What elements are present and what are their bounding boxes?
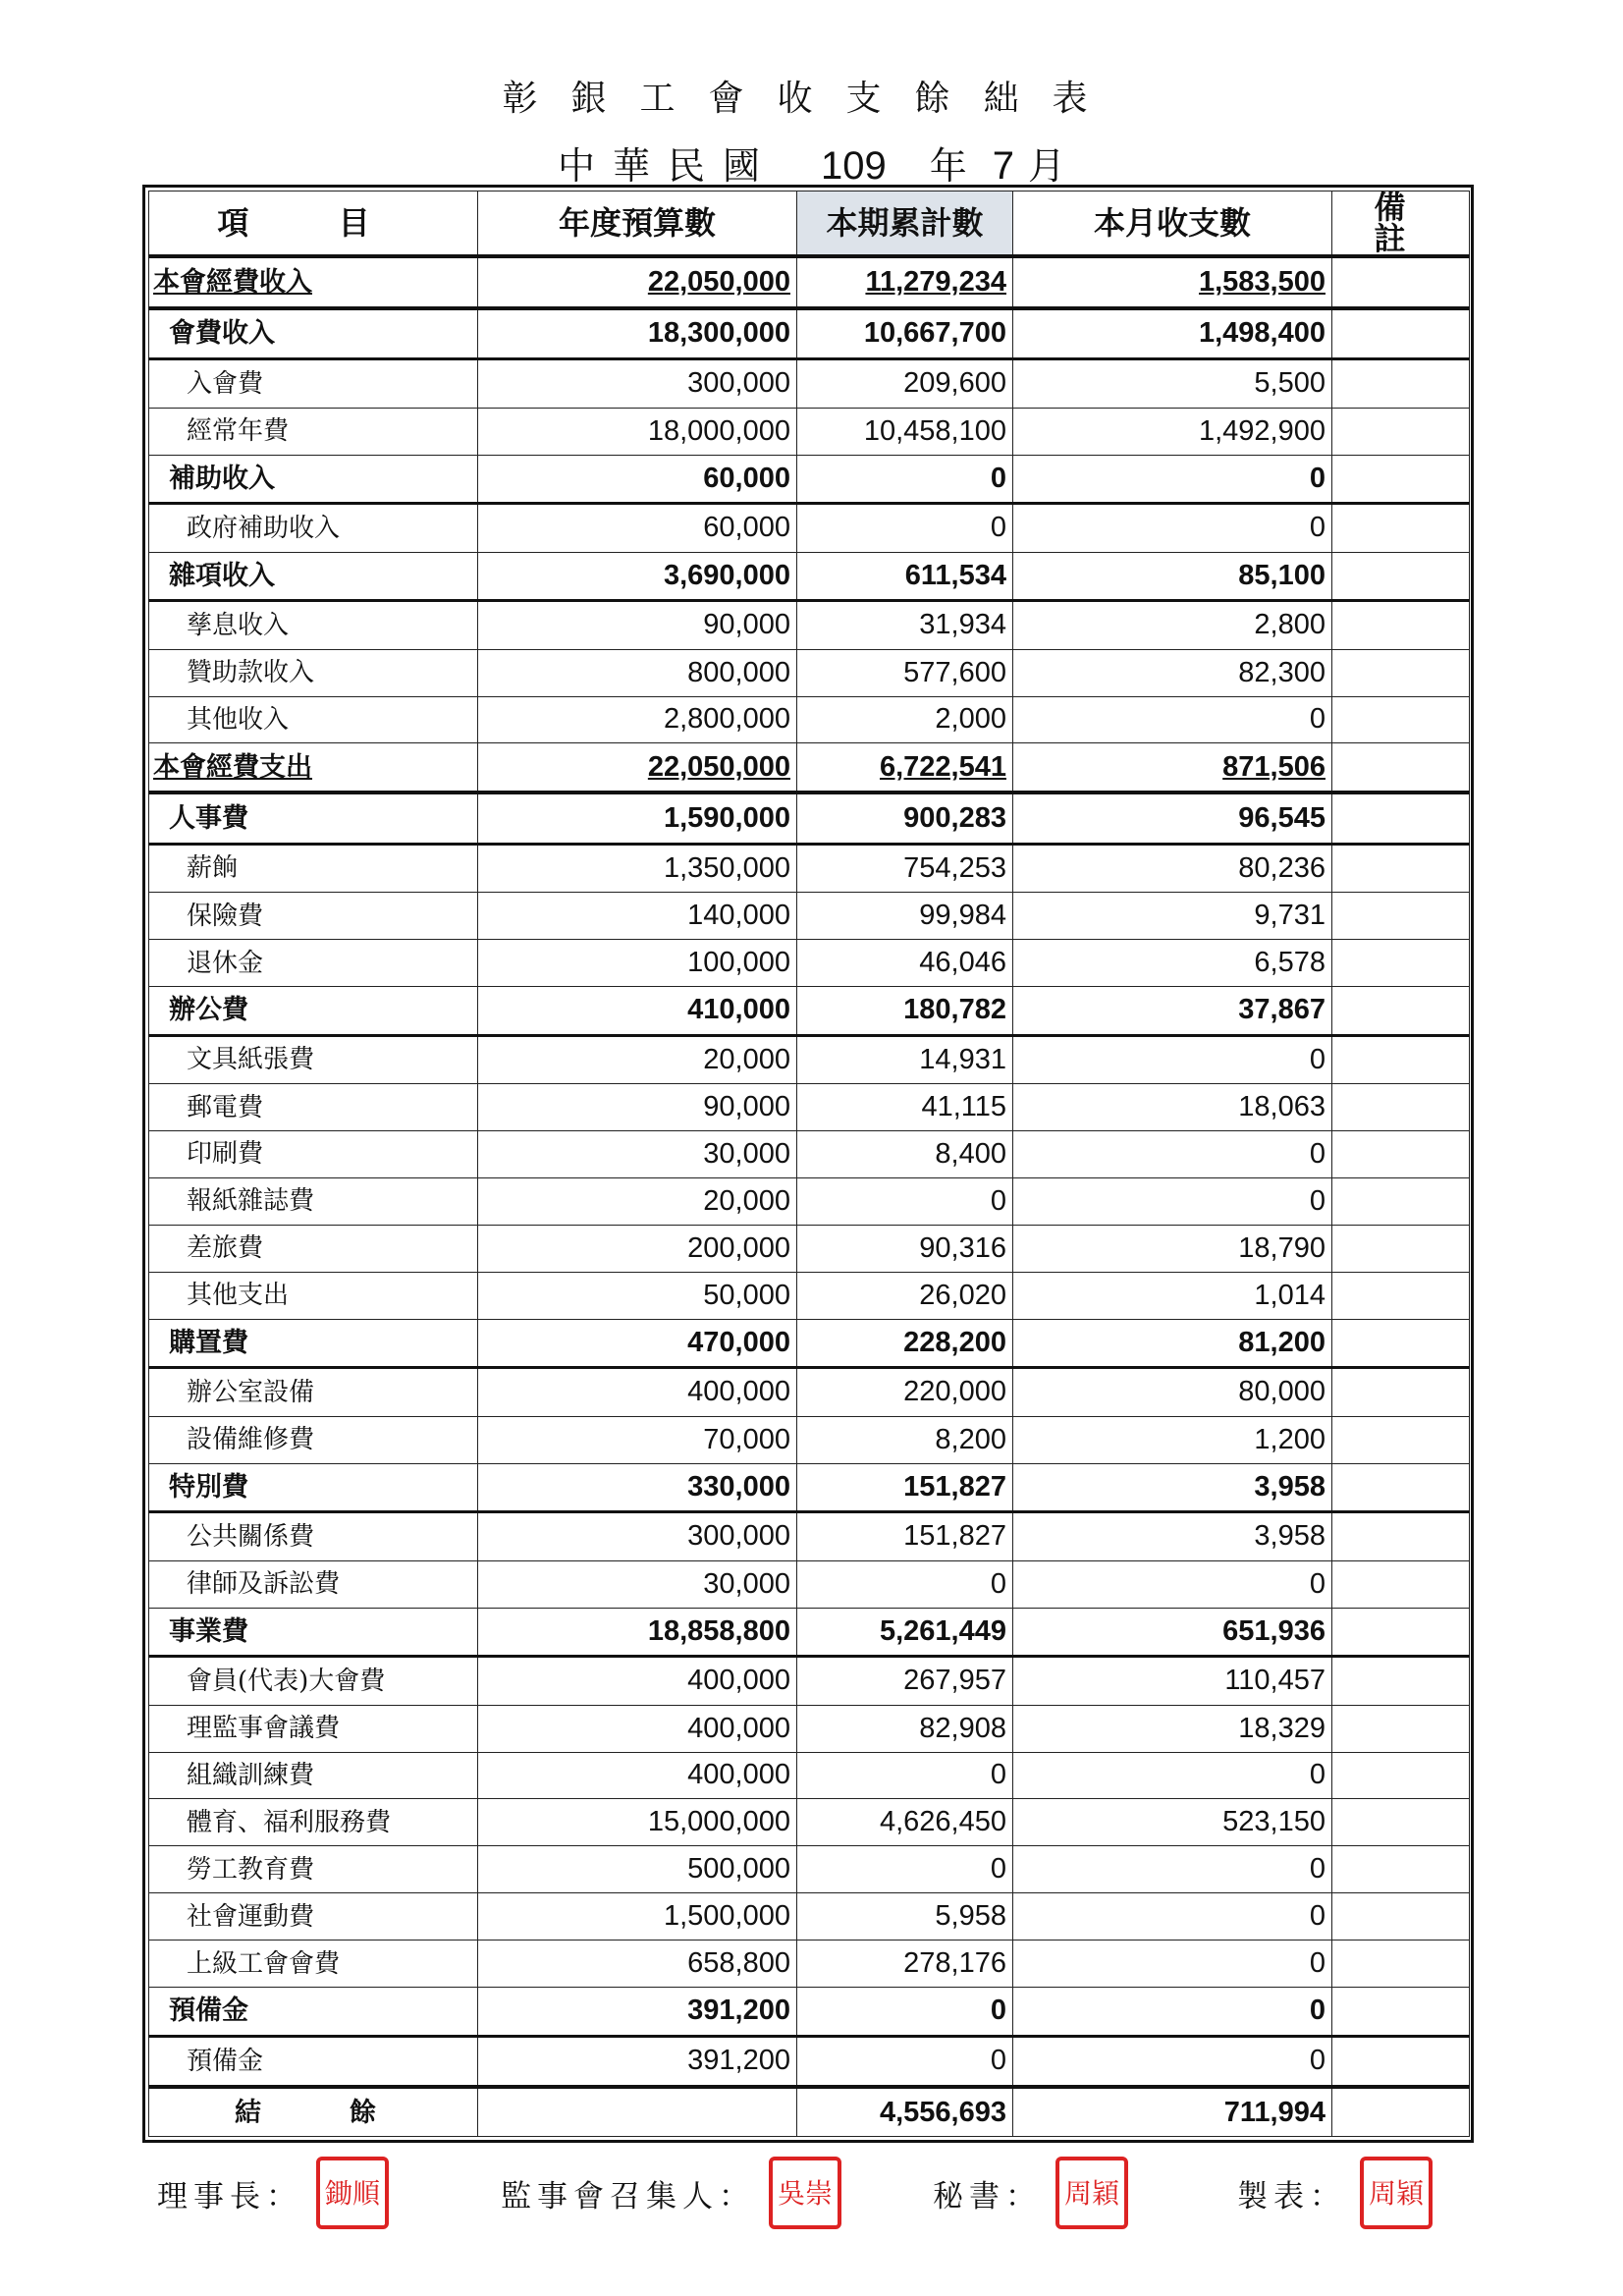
remarks-cell (1332, 940, 1470, 987)
row-label: 辦公費 (149, 987, 478, 1036)
remarks-cell (1332, 1319, 1470, 1368)
cumulative-cell: 900,283 (797, 793, 1013, 844)
cumulative-cell: 31,934 (797, 601, 1013, 650)
table-row (149, 1319, 1470, 1368)
budget-cell: 470,000 (478, 1319, 797, 1368)
row-label: 會員(代表)大會費 (149, 1657, 478, 1706)
remarks-cell (1332, 1463, 1470, 1512)
table-row (149, 1705, 1470, 1752)
cumulative-cell: 41,115 (797, 1084, 1013, 1131)
table-row (149, 1463, 1470, 1512)
budget-cell: 20,000 (478, 1177, 797, 1225)
budget-cell: 1,590,000 (478, 793, 797, 844)
table-row (149, 987, 1470, 1036)
cumulative-cell: 0 (797, 455, 1013, 504)
cumulative-cell: 82,908 (797, 1705, 1013, 1752)
table-row (149, 793, 1470, 844)
budget-cell (478, 2087, 797, 2136)
budget-cell: 400,000 (478, 1705, 797, 1752)
remarks-cell (1332, 1799, 1470, 1846)
budget-cell: 22,050,000 (478, 743, 797, 793)
budget-cell: 2,800,000 (478, 696, 797, 743)
row-label: 孳息收入 (149, 601, 478, 650)
budget-cell: 18,000,000 (478, 408, 797, 455)
cumulative-cell: 10,667,700 (797, 308, 1013, 359)
subtitle-year: 109 (820, 144, 887, 188)
remarks-cell (1332, 696, 1470, 743)
cumulative-cell: 228,200 (797, 1319, 1013, 1368)
signature-chairman (157, 2139, 389, 2247)
cumulative-cell: 2,000 (797, 696, 1013, 743)
row-label: 辦公室設備 (149, 1368, 478, 1417)
signature-supervisor-convener (501, 2139, 841, 2247)
table-row (149, 1368, 1470, 1417)
row-label: 特別費 (149, 1463, 478, 1512)
table-row (149, 1752, 1470, 1799)
remarks-cell (1332, 1608, 1470, 1657)
row-label: 印刷費 (149, 1130, 478, 1177)
monthly-cell: 0 (1013, 696, 1332, 743)
table-row (149, 2087, 1470, 2136)
row-label: 事業費 (149, 1608, 478, 1657)
monthly-cell: 2,800 (1013, 601, 1332, 650)
cumulative-cell: 220,000 (797, 1368, 1013, 1417)
budget-cell: 391,200 (478, 1988, 797, 2037)
budget-cell: 400,000 (478, 1368, 797, 1417)
header-item: 項 目 (149, 191, 478, 257)
budget-cell: 800,000 (478, 649, 797, 696)
signature-label: 秘書： (933, 2178, 1042, 2214)
remarks-cell (1332, 1705, 1470, 1752)
cumulative-cell: 6,722,541 (797, 743, 1013, 793)
row-label: 其他收入 (149, 696, 478, 743)
row-label: 購置費 (149, 1319, 478, 1368)
budget-cell: 410,000 (478, 987, 797, 1036)
row-label: 贊助款收入 (149, 649, 478, 696)
monthly-cell: 96,545 (1013, 793, 1332, 844)
remarks-cell (1332, 1657, 1470, 1706)
monthly-cell: 1,583,500 (1013, 256, 1332, 308)
row-label: 本會經費支出 (149, 743, 478, 793)
cumulative-cell: 754,253 (797, 844, 1013, 893)
table-row (149, 308, 1470, 359)
cumulative-cell: 209,600 (797, 359, 1013, 409)
monthly-cell: 82,300 (1013, 649, 1332, 696)
monthly-cell: 0 (1013, 1752, 1332, 1799)
remarks-cell (1332, 1177, 1470, 1225)
monthly-cell: 37,867 (1013, 987, 1332, 1036)
row-label: 補助收入 (149, 455, 478, 504)
monthly-cell: 85,100 (1013, 552, 1332, 601)
cumulative-cell: 8,200 (797, 1416, 1013, 1463)
remarks-cell (1332, 455, 1470, 504)
table-row (149, 1084, 1470, 1131)
cumulative-cell: 151,827 (797, 1512, 1013, 1561)
remarks-cell (1332, 1846, 1470, 1893)
row-label: 保險費 (149, 893, 478, 940)
budget-cell: 1,500,000 (478, 1893, 797, 1941)
signature-secretary (933, 2139, 1128, 2247)
row-label: 報紙雜誌費 (149, 1177, 478, 1225)
table-row (149, 844, 1470, 893)
row-label: 其他支出 (149, 1272, 478, 1319)
budget-cell: 500,000 (478, 1846, 797, 1893)
row-label: 郵電費 (149, 1084, 478, 1131)
cumulative-cell: 0 (797, 1752, 1013, 1799)
table-row (149, 1512, 1470, 1561)
header-remarks: 備 註 (1332, 191, 1470, 257)
budget-cell: 391,200 (478, 2036, 797, 2087)
row-label: 人事費 (149, 793, 478, 844)
cumulative-cell: 0 (797, 504, 1013, 553)
seal-stamp: 周穎 (1055, 2157, 1128, 2229)
table-row (149, 940, 1470, 987)
cumulative-cell: 611,534 (797, 552, 1013, 601)
monthly-cell: 81,200 (1013, 1319, 1332, 1368)
cumulative-cell: 26,020 (797, 1272, 1013, 1319)
row-label: 退休金 (149, 940, 478, 987)
header-cumulative: 本期累計數 (797, 191, 1013, 257)
header-monthly: 本月收支數 (1013, 191, 1332, 257)
table-row (149, 601, 1470, 650)
monthly-cell: 1,200 (1013, 1416, 1332, 1463)
budget-cell: 30,000 (478, 1560, 797, 1608)
budget-cell: 300,000 (478, 359, 797, 409)
row-label: 薪餉 (149, 844, 478, 893)
cumulative-cell: 99,984 (797, 893, 1013, 940)
remarks-cell (1332, 2087, 1470, 2136)
remarks-cell (1332, 1272, 1470, 1319)
cumulative-cell: 5,958 (797, 1893, 1013, 1941)
table-row (149, 504, 1470, 553)
cumulative-cell: 180,782 (797, 987, 1013, 1036)
row-label: 預備金 (149, 1988, 478, 2037)
monthly-cell: 3,958 (1013, 1463, 1332, 1512)
cumulative-cell: 5,261,449 (797, 1608, 1013, 1657)
monthly-cell: 0 (1013, 1893, 1332, 1941)
budget-cell: 60,000 (478, 455, 797, 504)
cumulative-cell: 14,931 (797, 1035, 1013, 1084)
remarks-cell (1332, 649, 1470, 696)
monthly-cell: 18,329 (1013, 1705, 1332, 1752)
remarks-cell (1332, 504, 1470, 553)
remarks-cell (1332, 256, 1470, 308)
budget-cell: 90,000 (478, 1084, 797, 1131)
table-row (149, 1941, 1470, 1988)
cumulative-cell: 46,046 (797, 940, 1013, 987)
signature-label: 監事會召集人： (501, 2178, 755, 2214)
row-label: 入會費 (149, 359, 478, 409)
monthly-cell: 18,790 (1013, 1225, 1332, 1272)
monthly-cell: 1,498,400 (1013, 308, 1332, 359)
budget-cell: 20,000 (478, 1035, 797, 1084)
row-label: 設備維修費 (149, 1416, 478, 1463)
income-expense-table (148, 191, 1470, 2137)
document-title: 彰銀工會收支餘絀表 (502, 79, 1121, 119)
monthly-cell: 0 (1013, 455, 1332, 504)
remarks-cell (1332, 1752, 1470, 1799)
monthly-cell: 0 (1013, 1941, 1332, 1988)
monthly-cell: 0 (1013, 1846, 1332, 1893)
table-row (149, 359, 1470, 409)
seal-stamp: 吳崇 (769, 2157, 841, 2229)
row-label: 政府補助收入 (149, 504, 478, 553)
table-row (149, 455, 1470, 504)
remarks-cell (1332, 1560, 1470, 1608)
cumulative-cell: 278,176 (797, 1941, 1013, 1988)
budget-cell: 100,000 (478, 940, 797, 987)
row-label: 組織訓練費 (149, 1752, 478, 1799)
row-label: 預備金 (149, 2036, 478, 2087)
remarks-cell (1332, 1368, 1470, 1417)
remarks-cell (1332, 1225, 1470, 1272)
cumulative-cell: 0 (797, 1846, 1013, 1893)
budget-cell: 400,000 (478, 1657, 797, 1706)
remarks-cell (1332, 1893, 1470, 1941)
cumulative-cell: 11,279,234 (797, 256, 1013, 308)
monthly-cell: 711,994 (1013, 2087, 1332, 2136)
monthly-cell: 0 (1013, 1177, 1332, 1225)
remarks-cell (1332, 844, 1470, 893)
table-row (149, 256, 1470, 308)
table-row (149, 1130, 1470, 1177)
budget-cell: 70,000 (478, 1416, 797, 1463)
budget-cell: 30,000 (478, 1130, 797, 1177)
budget-cell: 50,000 (478, 1272, 797, 1319)
table-row (149, 743, 1470, 793)
table-row (149, 552, 1470, 601)
seal-stamp: 周穎 (1360, 2157, 1433, 2229)
table-row (149, 1608, 1470, 1657)
remarks-cell (1332, 1416, 1470, 1463)
remarks-cell (1332, 987, 1470, 1036)
cumulative-cell: 4,556,693 (797, 2087, 1013, 2136)
table-row (149, 1799, 1470, 1846)
budget-cell: 1,350,000 (478, 844, 797, 893)
seal-stamp: 鋤順 (316, 2157, 389, 2229)
monthly-cell: 5,500 (1013, 359, 1332, 409)
remarks-cell (1332, 601, 1470, 650)
budget-cell: 200,000 (478, 1225, 797, 1272)
row-label: 文具紙張費 (149, 1035, 478, 1084)
remarks-cell (1332, 743, 1470, 793)
remarks-cell (1332, 1988, 1470, 2037)
budget-cell: 18,300,000 (478, 308, 797, 359)
monthly-cell: 0 (1013, 504, 1332, 553)
cumulative-cell: 10,458,100 (797, 408, 1013, 455)
monthly-cell: 0 (1013, 2036, 1332, 2087)
table-row (149, 1893, 1470, 1941)
table-row (149, 1416, 1470, 1463)
cumulative-cell: 90,316 (797, 1225, 1013, 1272)
budget-cell: 3,690,000 (478, 552, 797, 601)
budget-cell: 90,000 (478, 601, 797, 650)
signature-label: 理事長： (157, 2178, 302, 2214)
row-label: 雜項收入 (149, 552, 478, 601)
table-row (149, 649, 1470, 696)
table-row (149, 1846, 1470, 1893)
monthly-cell: 80,000 (1013, 1368, 1332, 1417)
budget-cell: 658,800 (478, 1941, 797, 1988)
table-row (149, 696, 1470, 743)
cumulative-cell: 0 (797, 1177, 1013, 1225)
table-header-row (149, 191, 1470, 257)
cumulative-cell: 4,626,450 (797, 1799, 1013, 1846)
remarks-cell (1332, 1941, 1470, 1988)
cumulative-cell: 577,600 (797, 649, 1013, 696)
row-label: 會費收入 (149, 308, 478, 359)
remarks-cell (1332, 408, 1470, 455)
monthly-cell: 3,958 (1013, 1512, 1332, 1561)
monthly-cell: 523,150 (1013, 1799, 1332, 1846)
table-row (149, 408, 1470, 455)
cumulative-cell: 267,957 (797, 1657, 1013, 1706)
signature-preparer (1237, 2139, 1433, 2247)
budget-cell: 22,050,000 (478, 256, 797, 308)
row-label: 社會運動費 (149, 1893, 478, 1941)
document-subtitle (0, 136, 1623, 190)
monthly-cell: 0 (1013, 1560, 1332, 1608)
subtitle-month: 7 (992, 144, 1014, 188)
cumulative-cell: 151,827 (797, 1463, 1013, 1512)
monthly-cell: 0 (1013, 1988, 1332, 2037)
budget-cell: 330,000 (478, 1463, 797, 1512)
statement-table-frame (142, 185, 1474, 2143)
row-label: 上級工會會費 (149, 1941, 478, 1988)
table-row (149, 1988, 1470, 2037)
row-label: 體育、福利服務費 (149, 1799, 478, 1846)
monthly-cell: 0 (1013, 1035, 1332, 1084)
budget-cell: 15,000,000 (478, 1799, 797, 1846)
budget-cell: 400,000 (478, 1752, 797, 1799)
remarks-cell (1332, 1130, 1470, 1177)
monthly-cell: 0 (1013, 1130, 1332, 1177)
table-row (149, 1035, 1470, 1084)
budget-cell: 140,000 (478, 893, 797, 940)
remarks-cell (1332, 359, 1470, 409)
table-row (149, 1657, 1470, 1706)
cumulative-cell: 0 (797, 1560, 1013, 1608)
row-label: 本會經費收入 (149, 256, 478, 308)
remarks-cell (1332, 1035, 1470, 1084)
subtitle-year-unit: 年 (929, 144, 967, 188)
cumulative-cell: 8,400 (797, 1130, 1013, 1177)
remarks-cell (1332, 1084, 1470, 1131)
monthly-cell: 6,578 (1013, 940, 1332, 987)
remarks-cell (1332, 1512, 1470, 1561)
cumulative-cell: 0 (797, 2036, 1013, 2087)
remarks-cell (1332, 793, 1470, 844)
budget-cell: 300,000 (478, 1512, 797, 1561)
row-label: 理監事會議費 (149, 1705, 478, 1752)
cumulative-cell: 0 (797, 1988, 1013, 2037)
monthly-cell: 9,731 (1013, 893, 1332, 940)
subtitle-era: 中華民國 (557, 144, 778, 188)
table-row (149, 1225, 1470, 1272)
table-row (149, 1177, 1470, 1225)
table-row (149, 2036, 1470, 2087)
table-row (149, 1272, 1470, 1319)
row-label: 勞工教育費 (149, 1846, 478, 1893)
remarks-cell (1332, 2036, 1470, 2087)
monthly-cell: 18,063 (1013, 1084, 1332, 1131)
monthly-cell: 651,936 (1013, 1608, 1332, 1657)
row-label: 律師及訴訟費 (149, 1560, 478, 1608)
row-label: 經常年費 (149, 408, 478, 455)
monthly-cell: 80,236 (1013, 844, 1332, 893)
table-row (149, 893, 1470, 940)
row-label: 結餘 (149, 2087, 478, 2136)
remarks-cell (1332, 552, 1470, 601)
budget-cell: 18,858,800 (478, 1608, 797, 1657)
signature-label: 製表： (1237, 2178, 1346, 2214)
remarks-cell (1332, 893, 1470, 940)
row-label: 差旅費 (149, 1225, 478, 1272)
monthly-cell: 871,506 (1013, 743, 1332, 793)
monthly-cell: 1,492,900 (1013, 408, 1332, 455)
row-label: 公共關係費 (149, 1512, 478, 1561)
header-budget: 年度預算數 (478, 191, 797, 257)
monthly-cell: 110,457 (1013, 1657, 1332, 1706)
table-row (149, 1560, 1470, 1608)
remarks-cell (1332, 308, 1470, 359)
monthly-cell: 1,014 (1013, 1272, 1332, 1319)
budget-cell: 60,000 (478, 504, 797, 553)
subtitle-month-unit: 月 (1028, 144, 1066, 188)
